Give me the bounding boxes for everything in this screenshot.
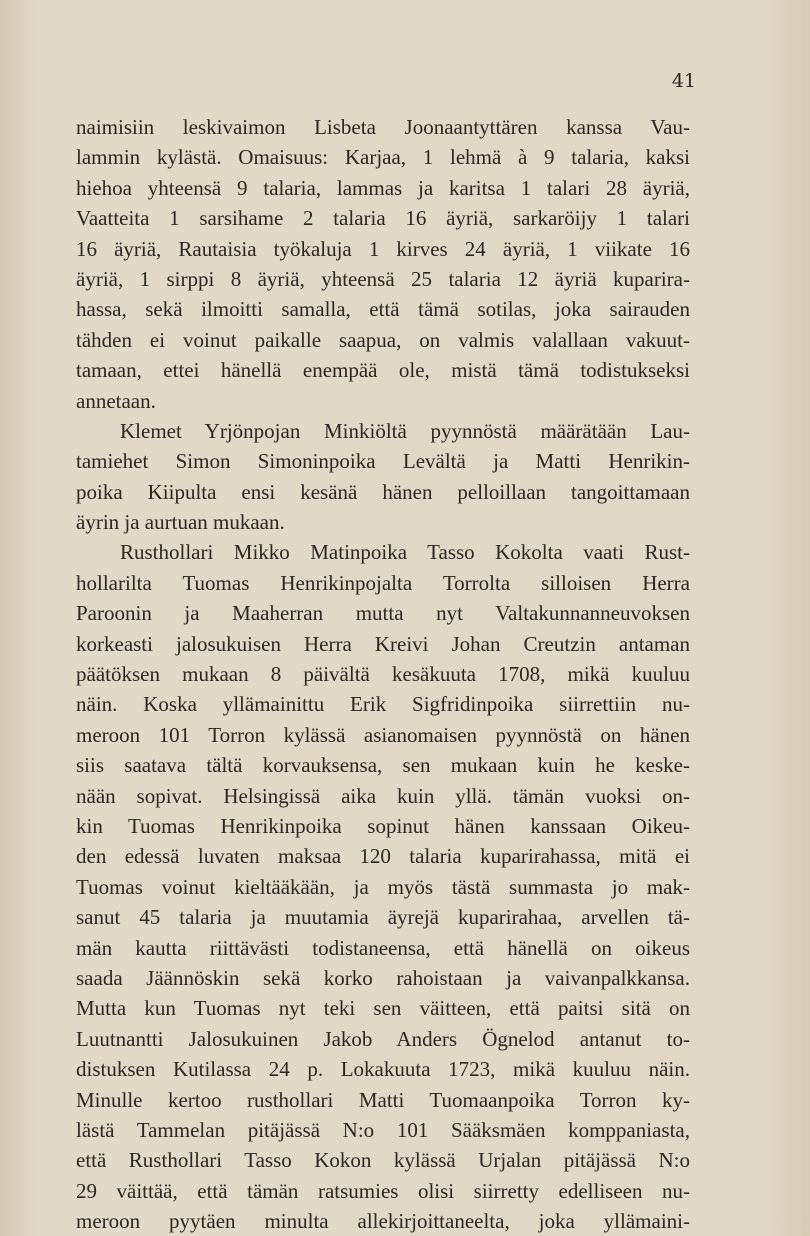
text-line: Rusthollari Mikko Matinpoika Tasso Kokolta vaati Rust-	[120, 540, 690, 565]
text-line: tamaan, ettei hänellä enempää ole, mistä tämä todistukseksi	[76, 358, 690, 383]
text-line: distuksen Kutilassa 24 p. Lokakuuta 1723, mikä kuuluu näin.	[76, 1057, 690, 1082]
text-line: Tuomas voinut kieltääkään, ja myös tästä summasta jo mak-	[76, 874, 690, 899]
text-line: että Rusthollari Tasso Kokon kylässä Urjalan pitäjässä N:o	[76, 1148, 690, 1173]
text-line: näin. Koska yllämainittu Erik Sigfridinpoika siirrettiin nu-	[76, 692, 690, 717]
text-line: hiehoa yhteensä 9 talaria, lammas ja karitsa 1 talari 28 äyriä,	[76, 175, 690, 200]
text-line: poika Kiipulta ensi kesänä hänen pelloillaan tangoittamaan	[76, 479, 690, 504]
body-text	[76, 112, 690, 1236]
text-line: äyrin ja aurtuan mukaan.	[76, 510, 285, 535]
text-line: 29 väittää, että tämän ratsumies olisi siirretty edelliseen nu-	[76, 1178, 690, 1203]
text-line: päätöksen mukaan 8 päivältä kesäkuuta 1708, mikä kuuluu	[76, 662, 690, 687]
text-line: tamiehet Simon Simoninpoika Levältä ja Matti Henrikin-	[76, 449, 690, 474]
text-line: Paroonin ja Maaherran mutta nyt Valtakunnanneuvoksen	[76, 601, 690, 626]
text-line: sanut 45 talaria ja muutamia äyrejä kuparirahaa, arvellen tä-	[76, 905, 690, 930]
text-line: Luutnantti Jalosukuinen Jakob Anders Ögnelod antanut to-	[76, 1026, 690, 1051]
text-line: meroon 101 Torron kylässä asianomaisen pyynnöstä on hänen	[76, 722, 690, 747]
text-line: lästä Tammelan pitäjässä N:o 101 Sääksmäen komppaniasta,	[76, 1117, 690, 1142]
text-line: saada Jäännöskin sekä korko rahoistaan ja vaivanpalkkansa.	[76, 965, 690, 990]
text-line: korkeasti jalosukuisen Herra Kreivi Johan Creutzin antaman	[76, 631, 690, 656]
text-line: tähden ei voinut paikalle saapua, on valmis valallaan vakuut-	[76, 327, 690, 352]
text-line: 16 äyriä, Rautaisia työkaluja 1 kirves 24 äyriä, 1 viikate 16	[76, 236, 690, 261]
text-line: äyriä, 1 sirppi 8 äyriä, yhteensä 25 talaria 12 äyriä kuparira-	[76, 266, 690, 291]
text-line: lammin kylästä. Omaisuus: Karjaa, 1 lehmä à 9 talaria, kaksi	[76, 145, 690, 170]
text-line: siis saatava tältä korvauksensa, sen mukaan kuin he keske-	[76, 753, 690, 778]
text-line: män kautta riittävästi todistaneensa, että hänellä on oikeus	[76, 935, 690, 960]
text-line: hassa, sekä ilmoitti samalla, että tämä sotilas, joka sairauden	[76, 297, 690, 322]
text-line: annetaan.	[76, 388, 156, 413]
text-line: hollarilta Tuomas Henrikinpojalta Torrolta silloisen Herra	[76, 570, 690, 595]
text-line: Mutta kun Tuomas nyt teki sen väitteen, että paitsi sitä on	[76, 996, 690, 1021]
text-line: naimisiin leskivaimon Lisbeta Joonaantyttären kanssa Vau-	[76, 115, 690, 139]
text-line: Vaatteita 1 sarsihame 2 talaria 16 äyriä, sarkaröijy 1 talari	[76, 206, 690, 231]
text-line: Minulle kertoo rusthollari Matti Tuomaanpoika Torron ky-	[76, 1087, 690, 1112]
text-line: meroon pyytäen minulta allekirjoittaneelta, joka yllämaini-	[76, 1209, 690, 1234]
text-line: nään sopivat. Helsingissä aika kuin yllä. tämän vuoksi on-	[76, 783, 690, 808]
text-line: den edessä luvaten maksaa 120 talaria kuparirahassa, mitä ei	[76, 844, 690, 869]
text-line: kin Tuomas Henrikinpoika sopinut hänen kanssaan Oikeu-	[76, 813, 690, 838]
page-number: 41	[671, 70, 696, 92]
text-line: Klemet Yrjönpojan Minkiöltä pyynnöstä määrätään Lau-	[120, 418, 690, 443]
